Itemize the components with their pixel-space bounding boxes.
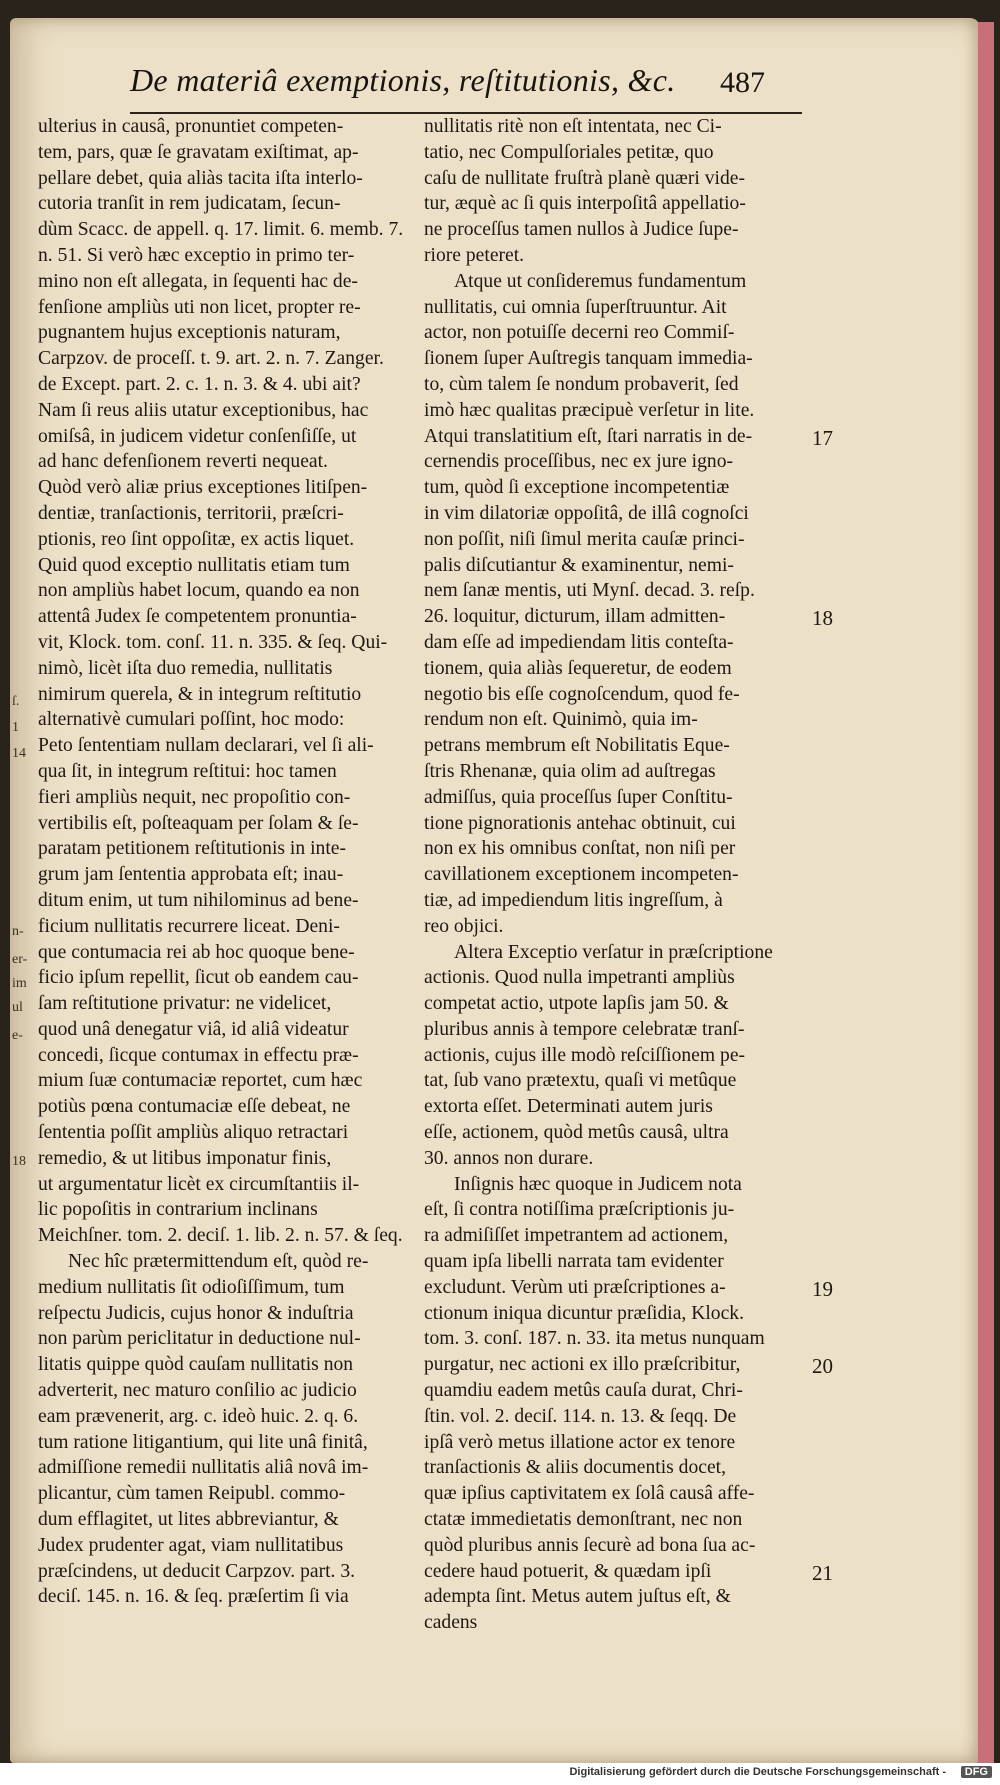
footer-credit: Digitalisierung gefördert durch die Deutsche Forschungsgemeinschaft - [569, 1766, 946, 1778]
text-line: ficium nullitatis recurrere liceat. Deni- [38, 915, 340, 937]
text-line: tione pignorationis antehac obtinuit, cui [424, 812, 736, 834]
margin-fragment: 14 [12, 746, 26, 761]
margin-fragment: im [12, 976, 27, 991]
text-line: cadens [424, 1612, 478, 1634]
text-line: ra admiſiſſet impetrantem ad actionem, [424, 1225, 729, 1247]
text-line: quam ipſa libelli narrata tam evidenter [424, 1251, 724, 1273]
text-line: 26. loquitur, dicturum, illam admitten- [424, 606, 726, 628]
text-line: purgatur, nec actioni ex illo præſcribitur, [424, 1354, 741, 1376]
text-line: Meichſner. tom. 2. deciſ. 1. lib. 2. n. 57. & ſeq. [38, 1225, 403, 1247]
text-line: non poſſit, niſi ſimul merita cauſæ princi- [424, 528, 745, 550]
text-line: cavillationem exceptionem incompeten- [424, 864, 739, 886]
text-line: ulterius in causâ, pronuntiet competen- [38, 116, 344, 137]
text-line: concedi, ſicque contumax in effectu præ- [38, 1044, 359, 1066]
text-line: pellare debet, quia aliàs tacita iſta interlo- [38, 167, 363, 189]
text-line: præſcindens, ut deducit Carpzov. part. 3. [38, 1560, 356, 1582]
text-line: nullitatis, cui omnia ſuperſtruuntur. Ait [424, 296, 727, 318]
text-line: nimirum querela, & in integrum reſtitutio [38, 683, 362, 705]
margin-fragment: ſ. [12, 694, 20, 709]
text-line: riore peteret. [424, 244, 525, 266]
text-line: nimò, licèt iſta duo remedia, nullitatis [38, 657, 333, 679]
text-line: eſſe, actionem, quòd metûs causâ, ultra [424, 1122, 729, 1144]
dfg-logo: DFG [961, 1766, 992, 1778]
text-line: caſu de nullitate fruſtrà planè quæri vide- [424, 167, 746, 189]
right-text-column [424, 114, 806, 1636]
text-line: omiſsâ, in judicem videtur conſenſiſſe, ut [38, 425, 357, 447]
text-line: mium ſuæ contumaciæ reportet, cum hæc [38, 1070, 363, 1092]
marginal-number: 19 [812, 1277, 833, 1301]
text-line: ſam reſtitutione privatur: ne videlicet, [38, 993, 332, 1015]
left-text-column [38, 114, 406, 1610]
text-line: Carpzov. de proceſſ. t. 9. art. 2. n. 7. Zanger. [38, 348, 384, 370]
text-line: tem, pars, quæ ſe gravatam exiſtimat, ap- [38, 141, 359, 163]
margin-fragment: n- [12, 924, 24, 939]
text-line: non ampliùs habet locum, quando ea non [38, 580, 360, 602]
text-line: non parùm periclitatur in deductione nul- [38, 1328, 361, 1350]
text-line: petrans membrum eſt Nobilitatis Eque- [424, 735, 730, 757]
text-line: imò hæc qualitas præcipuè verſetur in lite. [424, 399, 755, 421]
text-line: ſionem ſuper Auſtregis tanquam immedia- [424, 348, 753, 370]
text-line: tur, æquè ac ſi quis interpoſitâ appellatio- [424, 193, 746, 215]
text-line: cernendis proceſſibus, nec ex jure igno- [424, 451, 734, 473]
text-line: in vim dilatoriæ oppoſitâ, de illâ cognoſci [424, 502, 749, 524]
margin-fragment: er- [12, 952, 28, 967]
text-line: admiſſione remedii nullitatis aliâ novâ im- [38, 1457, 369, 1479]
text-line: ne proceſſus tamen nullos à Judice ſupe- [424, 219, 739, 241]
text-line: Nam ſi reus aliis utatur exceptionibus, hac [38, 399, 369, 421]
text-line: attentâ Judex ſe competentem pronuntia- [38, 606, 357, 628]
text-line: tum, quòd ſi exceptione incompetentiæ [424, 477, 730, 499]
text-line: alternativè cumulari poſſint, hoc modo: [38, 709, 345, 731]
page-edge-bookmark [978, 22, 994, 1767]
text-line: dùm Scacc. de appell. q. 17. limit. 6. memb. 7. [38, 219, 404, 241]
text-line: quod unâ denegatur viâ, id aliâ videatur [38, 1018, 349, 1040]
text-line: ſtin. vol. 2. deciſ. 114. n. 13. & ſeqq. De [424, 1405, 737, 1427]
text-line: Judex prudenter agat, viam nullitatibus [38, 1534, 344, 1556]
text-line: quamdiu eadem metûs cauſa durat, Chri- [424, 1380, 743, 1402]
text-line: medium nullitatis ſit odioſiſſimum, tum [38, 1276, 345, 1298]
text-line: tat, ſub vano prætextu, quaſi vi metûque [424, 1070, 737, 1092]
text-line: admiſſus, quia proceſſus ſuper Conſtitu- [424, 786, 733, 808]
text-line: remedio, & ut litibus imponatur finis, [38, 1147, 332, 1169]
page-header [130, 58, 800, 112]
text-line: quæ ipſius captivitatem ex ſolâ causâ affe- [424, 1483, 755, 1505]
text-line: Atqui translatitium eſt, ſtari narratis in de- [424, 425, 753, 447]
text-line: negotio bis eſſe cognoſcendum, quod fe- [424, 683, 740, 705]
text-line: ad hanc defenſionem reverti nequeat. [38, 451, 328, 473]
text-line: actionis. Quod nulla impetranti ampliùs [424, 967, 735, 989]
text-line: Atque ut conſideremus fundamentum [454, 270, 747, 292]
text-line: rendum non eſt. Quinimò, quia im- [424, 709, 698, 731]
text-line: tranſactionis & aliis documentis docet, [424, 1457, 727, 1479]
text-line: fenſione ampliùs uti non licet, propter re- [38, 296, 361, 318]
text-line: actor, non potuiſſe decerni reo Commiſ- [424, 322, 735, 344]
text-line: potiùs pœna contumaciæ eſſe debeat, ne [38, 1096, 351, 1118]
text-line: cedere haud potuerit, & quædam ipſi [424, 1560, 712, 1582]
text-line: Nec hîc prætermittendum eſt, quòd re- [68, 1251, 369, 1273]
text-line: vertibilis eſt, poſteaquam per ſolam & ſe- [38, 812, 359, 834]
margin-fragment: e- [12, 1028, 23, 1043]
margin-fragment: 1 [12, 720, 19, 735]
text-line: tionem, quia aliàs ſequeretur, de eodem [424, 657, 732, 679]
text-line: dum efflagitet, ut lites abbreviantur, & [38, 1509, 339, 1531]
text-line: qua ſit, in integrum reſtitui: hoc tamen [38, 760, 337, 782]
text-line: lic popoſitis in contrarium inclinans [38, 1199, 318, 1221]
running-title: De materiâ exemptionis, reſtitutionis, &c. [130, 62, 676, 98]
text-line: non ex his omnibus conſtat, non niſi per [424, 838, 736, 860]
text-line: plicantur, cùm tamen Reipubl. commo- [38, 1483, 346, 1505]
text-line: adverterit, nec maturo conſilio ac judicio [38, 1380, 357, 1402]
text-line: Inſignis hæc quoque in Judicem nota [454, 1173, 742, 1195]
text-line: competat actio, utpote lapſis jam 50. & [424, 993, 729, 1015]
text-line: ditum enim, ut tum nihilominus ad bene- [38, 889, 359, 911]
text-line: ptionis, reo ſint oppoſitæ, ex actis liquet. [38, 528, 355, 550]
text-line: excludunt. Verùm uti præſcriptiones a- [424, 1276, 726, 1298]
text-line: grum jam ſententia approbata eſt; inau- [38, 864, 344, 886]
text-line: fieri ampliùs nequit, nec propoſitio con- [38, 786, 351, 808]
page-number: 487 [720, 66, 765, 99]
margin-fragment: ul [12, 1000, 23, 1015]
text-line: n. 51. Si verò hæc exceptio in primo ter- [38, 244, 355, 266]
text-line: to, cùm talem ſe nondum probaverit, ſed [424, 373, 739, 395]
text-line: ctatæ immedietatis demonſtrant, nec non [424, 1509, 743, 1531]
text-line: quòd pluribus annis ſecurè ad bona ſua ac- [424, 1534, 756, 1556]
text-line: deciſ. 145. n. 16. & ſeq. præſertim ſi via [38, 1586, 349, 1608]
text-line: ut argumentatur licèt ex circumſtantiis il- [38, 1173, 360, 1195]
text-line: nullitatis ritè non eſt intentata, nec Ci- [424, 116, 722, 137]
text-line: tom. 3. conſ. 187. n. 33. ita metus nunquam [424, 1328, 765, 1350]
text-line: ipſâ verò metus illatione actor ex tenore [424, 1431, 736, 1453]
digitization-footer [0, 1763, 1000, 1785]
text-line: vit, Klock. tom. conſ. 11. n. 335. & ſeq. Qui- [38, 631, 388, 653]
text-line: Quòd verò aliæ prius exceptiones litiſpen- [38, 477, 368, 499]
text-line: cutoria tranſit in rem judicatam, ſecun- [38, 193, 341, 215]
text-line: extorta eſſet. Determinati autem juris [424, 1096, 713, 1118]
marginal-number: 17 [812, 425, 833, 450]
text-line: eam prævenerit, arg. c. ideò huic. 2. q. 6. [38, 1405, 359, 1427]
text-line: paratam petitionem reſtitutionis in inte- [38, 838, 346, 860]
text-line: ficio ipſum repellit, ſicut ob eandem cau- [38, 967, 359, 989]
text-line: tatio, nec Compulſoriales petitæ, quo [424, 141, 714, 163]
text-line: 30. annos non durare. [424, 1147, 594, 1169]
text-line: dam eſſe ad impediendam litis conteſta- [424, 631, 734, 653]
text-line: reſpectu Judicis, cujus honor & induſtria [38, 1302, 354, 1324]
text-line: eſt, ſi contra notiſſima præſcriptionis ju- [424, 1199, 735, 1221]
text-line: reo objici. [424, 915, 504, 937]
text-line: Peto ſententiam nullam declarari, vel ſi ali- [38, 735, 374, 757]
text-line: pugnantem hujus exceptionis naturam, [38, 322, 341, 344]
text-line: Quid quod exceptio nullitatis etiam tum [38, 554, 350, 576]
text-line: nem ſanæ mentis, uti Mynſ. decad. 3. reſp. [424, 580, 755, 602]
text-line: palis diſcutiantur & examinentur, nemi- [424, 554, 734, 576]
text-line: ſtris Rhenanæ, quia olim ad auſtregas [424, 760, 716, 782]
margin-fragment: 18 [12, 1154, 26, 1169]
text-line: dentiæ, tranſactionis, territorii, præſcri- [38, 502, 344, 524]
text-line: adempta ſint. Metus autem juſtus eſt, & [424, 1586, 731, 1608]
marginal-number: 21 [812, 1560, 833, 1585]
text-line: ctionum iniqua dicuntur præſidia, Klock. [424, 1302, 744, 1324]
text-line: tum ratione litigantium, qui lite unâ finitâ, [38, 1431, 368, 1453]
text-line: litatis quippe quòd cauſam nullitatis non [38, 1354, 354, 1376]
text-line: actionis, cujus ille modò reſciſſionem pe- [424, 1044, 746, 1066]
text-line: pluribus annis à tempore celebratæ tranſ- [424, 1018, 745, 1040]
text-line: Altera Exceptio verſatur in præſcriptione [454, 941, 773, 963]
marginal-number: 18 [812, 606, 833, 631]
text-line: mino non eſt allegata, in ſequenti hac de- [38, 270, 358, 292]
text-line: ſententia poſſit ampliùs aliquo retractari [38, 1122, 349, 1144]
text-line: que contumacia rei ab hoc quoque bene- [38, 941, 355, 963]
text-line: de Except. part. 2. c. 1. n. 3. & 4. ubi ait? [38, 373, 361, 395]
text-line: tiæ, ad impediendum litis ingreſſum, à [424, 889, 723, 911]
marginal-number: 20 [812, 1354, 833, 1379]
